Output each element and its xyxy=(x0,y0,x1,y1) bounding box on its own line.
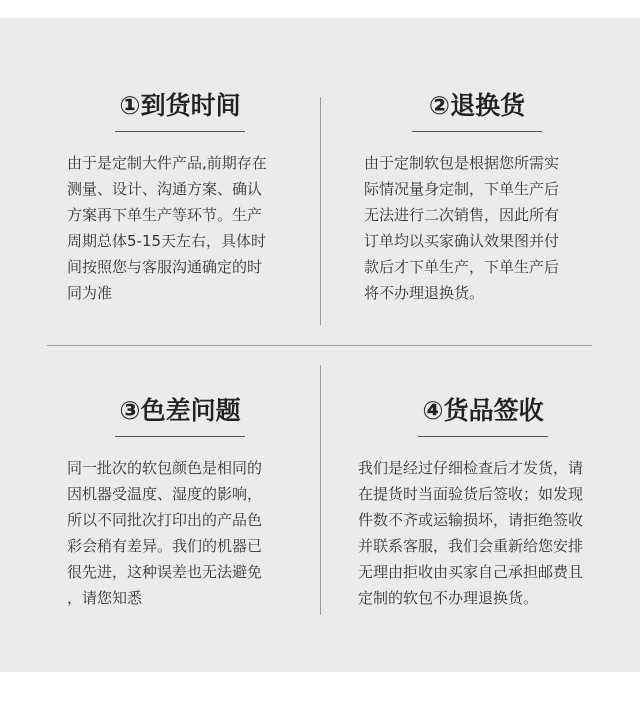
section-delivery-time xyxy=(67,91,293,306)
section-body: 由于是定制大件产品,前期存在 测量、设计、沟通方案、确认 方案再下单生产等环节。生产 周期总体5-15天左右，具体时 间按照您与客服沟通确定的时 同为准 xyxy=(67,154,267,302)
section-title: ④货品签收 xyxy=(422,396,544,425)
vertical-divider-top xyxy=(320,97,321,325)
section-receipt xyxy=(358,396,608,611)
section-title: ①到货时间 xyxy=(119,91,241,120)
section-title: ②退换货 xyxy=(428,91,526,120)
section-returns xyxy=(364,91,590,306)
vertical-divider-bottom xyxy=(320,365,321,615)
section-color-difference xyxy=(67,396,293,611)
horizontal-divider xyxy=(47,345,592,346)
section-body: 由于定制软包是根据您所需实 际情况量身定制，下单生产后 无法进行二次销售，因此所有 订单均以买家确认效果图并付 款后才下单生产，下单生产后 将不办理退换货。 xyxy=(364,154,560,302)
section-title: ③色差问题 xyxy=(119,396,241,425)
section-body: 同一批次的软包颜色是相同的 因机器受温度、湿度的影响， 所以不同批次打印出的产品色 彩会稍有差异。我们的机器已 很先进，这种误差也无法避免 ，请您知悉 xyxy=(67,459,263,607)
title-underline xyxy=(115,436,245,437)
title-underline xyxy=(412,131,542,132)
title-underline xyxy=(115,131,245,132)
title-underline xyxy=(418,436,548,437)
section-body: 我们是经过仔细检查后才发货，请 在提货时当面验货后签收；如发现 件数不齐或运输损坏，请拒绝签收 并联系客服，我们会重新给您安排 无理由拒收由买家自己承担邮费且 定制的软包不办理退换货。 xyxy=(358,459,584,607)
